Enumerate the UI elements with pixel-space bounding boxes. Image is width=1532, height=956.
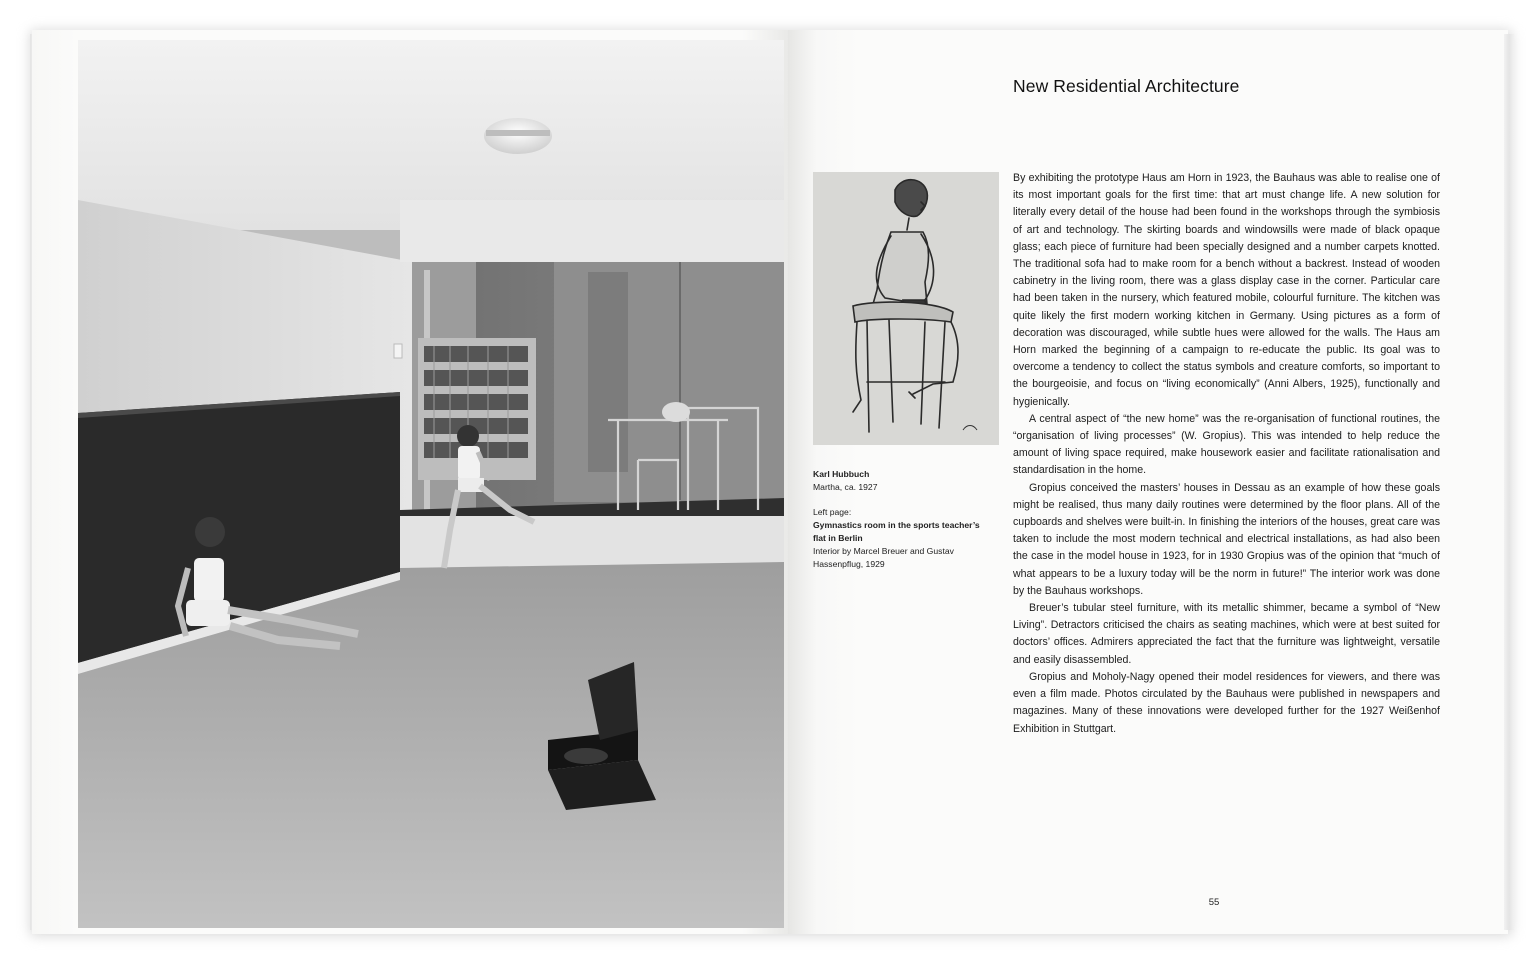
paragraph-5: Gropius and Moholy-Nagy opened their model residences for viewers, and there was even a film made. Photos circulated by the Bauhaus were published in newspapers and magazines. Many of these innovations were developed further for the 1927 Weißenhof Exhibition in Stuttgart. [1013,670,1440,735]
chapter-heading: New Residential Architecture [1013,76,1240,96]
caption-artist: Karl Hubbuch [813,469,870,479]
paragraph-3: Gropius conceived the masters’ houses in Dessau as an example of how these goals might be realised, thus many daily routines were determined by the floor plans. All of the cupboards and shelves were built-in. In finishing the interiors of the houses, great care was taken to include the most modern technical and electrical installations, as had also been the case in the model house in 1923, for in 1930 Gropius was of the opinion that “much of what appears to be a luxury today will be the norm in future!” The interior work was done by the Bauhaus workshops. [1013,481,1440,597]
paragraph-4: Breuer’s tubular steel furniture, with its metallic shimmer, became a symbol of “New Living”. Detractors criticised the chairs as seating machines, which were at best suited for doctors’ offices. Admirers appreciated the fact that the furniture was lightweight, versatile and easily disassembled. [1013,602,1440,666]
caption-work: Martha, ca. 1927 [813,482,878,492]
figure-caption [813,468,993,571]
body-text [1013,170,1440,738]
page-number: 55 [1208,897,1220,908]
gymnastics-room-photo [78,40,784,928]
caption-left-page-label: Left page: [813,507,852,517]
caption-left-page-title: Gymnastics room in the sports teacher’s flat in Berlin [813,520,980,543]
hubbuch-martha-drawing [813,172,999,445]
page-edge-right [1504,34,1514,930]
paragraph-1: By exhibiting the prototype Haus am Horn in 1923, the Bauhaus was able to realise one of its most important goals for the first time: that art must change life. A new solution for literally every detail of the house had been found in the workshops through the symbiosis of art and technology. The skirting boards and windowsills were made of black opaque glass; each piece of furniture had been specially designed and a number carpets knotted. The traditional sofa had to make room for a bench without a backrest. Instead of wooden cabinetry in the living room, there was a glass display case in the corner. Particular care had been taken in the nursery, which featured mobile, colourful furniture. The kitchen was quite likely the first modern working kitchen in Germany. Using pictures as a form of decoration was discouraged, while subtle hues were allowed for the walls. The Haus am Horn marked the beginning of a campaign to re-educate the public. Its goal was to overcome a tendency to collect the status symbols and creature comforts, so important to the bourgeoisie, and focus on “living economically” (Anni Albers, 1925), functionally and hygienically. [1013,172,1440,408]
caption-left-page-credit: Interior by Marcel Breuer and Gustav Hassenpflug, 1929 [813,546,954,569]
paragraph-2: A central aspect of “the new home” was the re-organisation of functional routines, the “organisation of living processes” (W. Gropius). This was intended to help reduce the amount of living space required, make housework easier and facilitate rationalisation and standardisation in the home. [1013,412,1440,477]
